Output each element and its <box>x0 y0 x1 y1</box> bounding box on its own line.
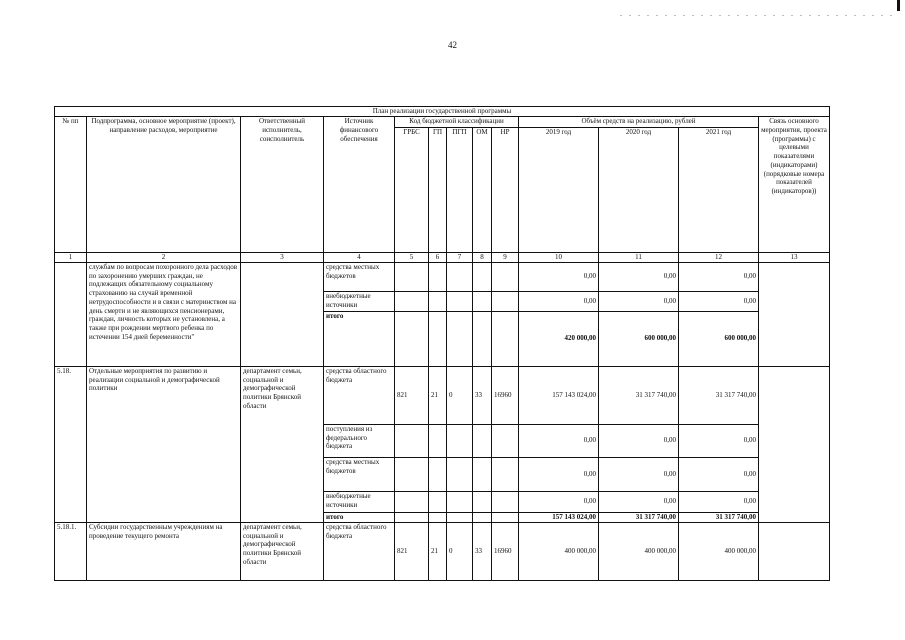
code-grbs: 821 <box>395 366 429 424</box>
value-2019: 0,00 <box>519 424 599 457</box>
row-num: 5.18.1. <box>55 522 87 580</box>
header-num: № пп <box>55 117 87 253</box>
value-2020: 400 000,00 <box>599 522 679 580</box>
column-number: 4 <box>324 253 395 263</box>
row-source: внебюджетные источники <box>324 291 395 311</box>
header-sources: Источник финансового обеспечения <box>324 117 395 253</box>
value-2020: 0,00 <box>599 491 679 512</box>
header-nr: НР <box>492 128 519 253</box>
row-executor: департамент семьи, социальной и демографической политики Брянской области <box>241 522 324 580</box>
row-num-empty <box>55 262 87 366</box>
value-2021: 400 000,00 <box>679 522 759 580</box>
column-number: 3 <box>241 253 324 263</box>
value-2019: 0,00 <box>519 262 599 291</box>
total-2019: 420 000,00 <box>519 311 599 366</box>
column-number-row <box>55 253 830 263</box>
total-2020: 600 000,00 <box>599 311 679 366</box>
table-title: План реализации государственной программы <box>55 107 830 117</box>
header-link: Связь основного мероприятия, проекта (программы) с целевыми показателями (индикаторами) (порядковые номера показателей (индикаторов)) <box>759 117 830 253</box>
page-number: 42 <box>448 40 457 50</box>
value-2019: 400 000,00 <box>519 522 599 580</box>
program-plan-table <box>54 106 830 581</box>
row-executor-empty <box>241 262 324 366</box>
row-link-empty <box>759 262 830 366</box>
value-2020: 0,00 <box>599 262 679 291</box>
value-2019: 0,00 <box>519 291 599 311</box>
header-subprogram: Подпрограмма, основное мероприятие (проект), направление расходов, мероприятие <box>87 117 241 253</box>
code-nr: 16960 <box>492 366 519 424</box>
total-2020: 31 317 740,00 <box>599 512 679 522</box>
total-2021: 31 317 740,00 <box>679 512 759 522</box>
value-2020: 31 317 740,00 <box>599 366 679 424</box>
row-source: поступления из федерального бюджета <box>324 424 395 457</box>
value-2019: 0,00 <box>519 491 599 512</box>
table-row <box>55 262 830 291</box>
value-2021: 31 317 740,00 <box>679 366 759 424</box>
value-2019: 0,00 <box>519 457 599 491</box>
total-2019: 157 143 024,00 <box>519 512 599 522</box>
header-gp: ГП <box>429 128 447 253</box>
row-source: средства областного бюджета <box>324 522 395 580</box>
column-number: 8 <box>473 253 492 263</box>
row-link-empty <box>759 522 830 580</box>
row-source: средства местных бюджетов <box>324 262 395 291</box>
column-number: 9 <box>492 253 519 263</box>
row-description: службам по вопросам похоронного дела расходов по захоронению умерших граждан, не подлежащих обязательному социальному страхованию на случай временной нетрудоспособности и в связи с материнством на день смерти и не являющихся пенсионерами, граждан, личность которых не установлена, а также при рождении мертвого ребенка по истечении 154 дней беременности" <box>87 262 241 366</box>
header-2021: 2021 год <box>679 128 759 253</box>
value-2021: 0,00 <box>679 491 759 512</box>
column-number: 7 <box>447 253 473 263</box>
header-om: ОМ <box>473 128 492 253</box>
column-number: 5 <box>395 253 429 263</box>
table-row <box>55 366 830 424</box>
header-funding: Объём средств на реализацию, рублей <box>519 117 759 128</box>
code-gp: 21 <box>429 366 447 424</box>
scan-noise <box>620 15 898 16</box>
header-budget-code: Код бюджетной классификации <box>395 117 519 128</box>
header-executor: Ответственный исполнитель, соисполнитель <box>241 117 324 253</box>
row-source: средства местных бюджетов <box>324 457 395 491</box>
column-number: 1 <box>55 253 87 263</box>
header-pgp: ПГП <box>447 128 473 253</box>
value-2020: 0,00 <box>599 457 679 491</box>
value-2021: 0,00 <box>679 291 759 311</box>
table-row <box>55 522 830 580</box>
value-2021: 0,00 <box>679 262 759 291</box>
row-description: Субсидии государственным учреждениям на проведение текущего ремонта <box>87 522 241 580</box>
header-2019: 2019 год <box>519 128 599 253</box>
row-description: Отдельные мероприятия по развитию и реализации социальной и демографической политики <box>87 366 241 522</box>
header-2020: 2020 год <box>599 128 679 253</box>
value-2020: 0,00 <box>599 291 679 311</box>
value-2021: 0,00 <box>679 457 759 491</box>
column-number: 6 <box>429 253 447 263</box>
code-pgp: 0 <box>447 522 473 580</box>
row-source-total: итого <box>324 311 395 366</box>
row-link-empty <box>759 366 830 522</box>
code-om: 33 <box>473 366 492 424</box>
column-number: 13 <box>759 253 830 263</box>
header-grbs: ГРБС <box>395 128 429 253</box>
code-nr: 16960 <box>492 522 519 580</box>
code-grbs: 821 <box>395 522 429 580</box>
value-2019: 157 143 024,00 <box>519 366 599 424</box>
column-number: 11 <box>599 253 679 263</box>
code-pgp: 0 <box>447 366 473 424</box>
value-2020: 0,00 <box>599 424 679 457</box>
total-2021: 600 000,00 <box>679 311 759 366</box>
row-source-total: итого <box>324 512 395 522</box>
scan-edge-mark <box>897 0 900 11</box>
column-number: 12 <box>679 253 759 263</box>
row-executor: департамент семьи, социальной и демографической политики Брянской области <box>241 366 324 522</box>
row-num: 5.18. <box>55 366 87 522</box>
column-number: 10 <box>519 253 599 263</box>
row-source: средства областного бюджета <box>324 366 395 424</box>
code-om: 33 <box>473 522 492 580</box>
row-source: внебюджетные источники <box>324 491 395 512</box>
value-2021: 0,00 <box>679 424 759 457</box>
code-gp: 21 <box>429 522 447 580</box>
column-number: 2 <box>87 253 241 263</box>
